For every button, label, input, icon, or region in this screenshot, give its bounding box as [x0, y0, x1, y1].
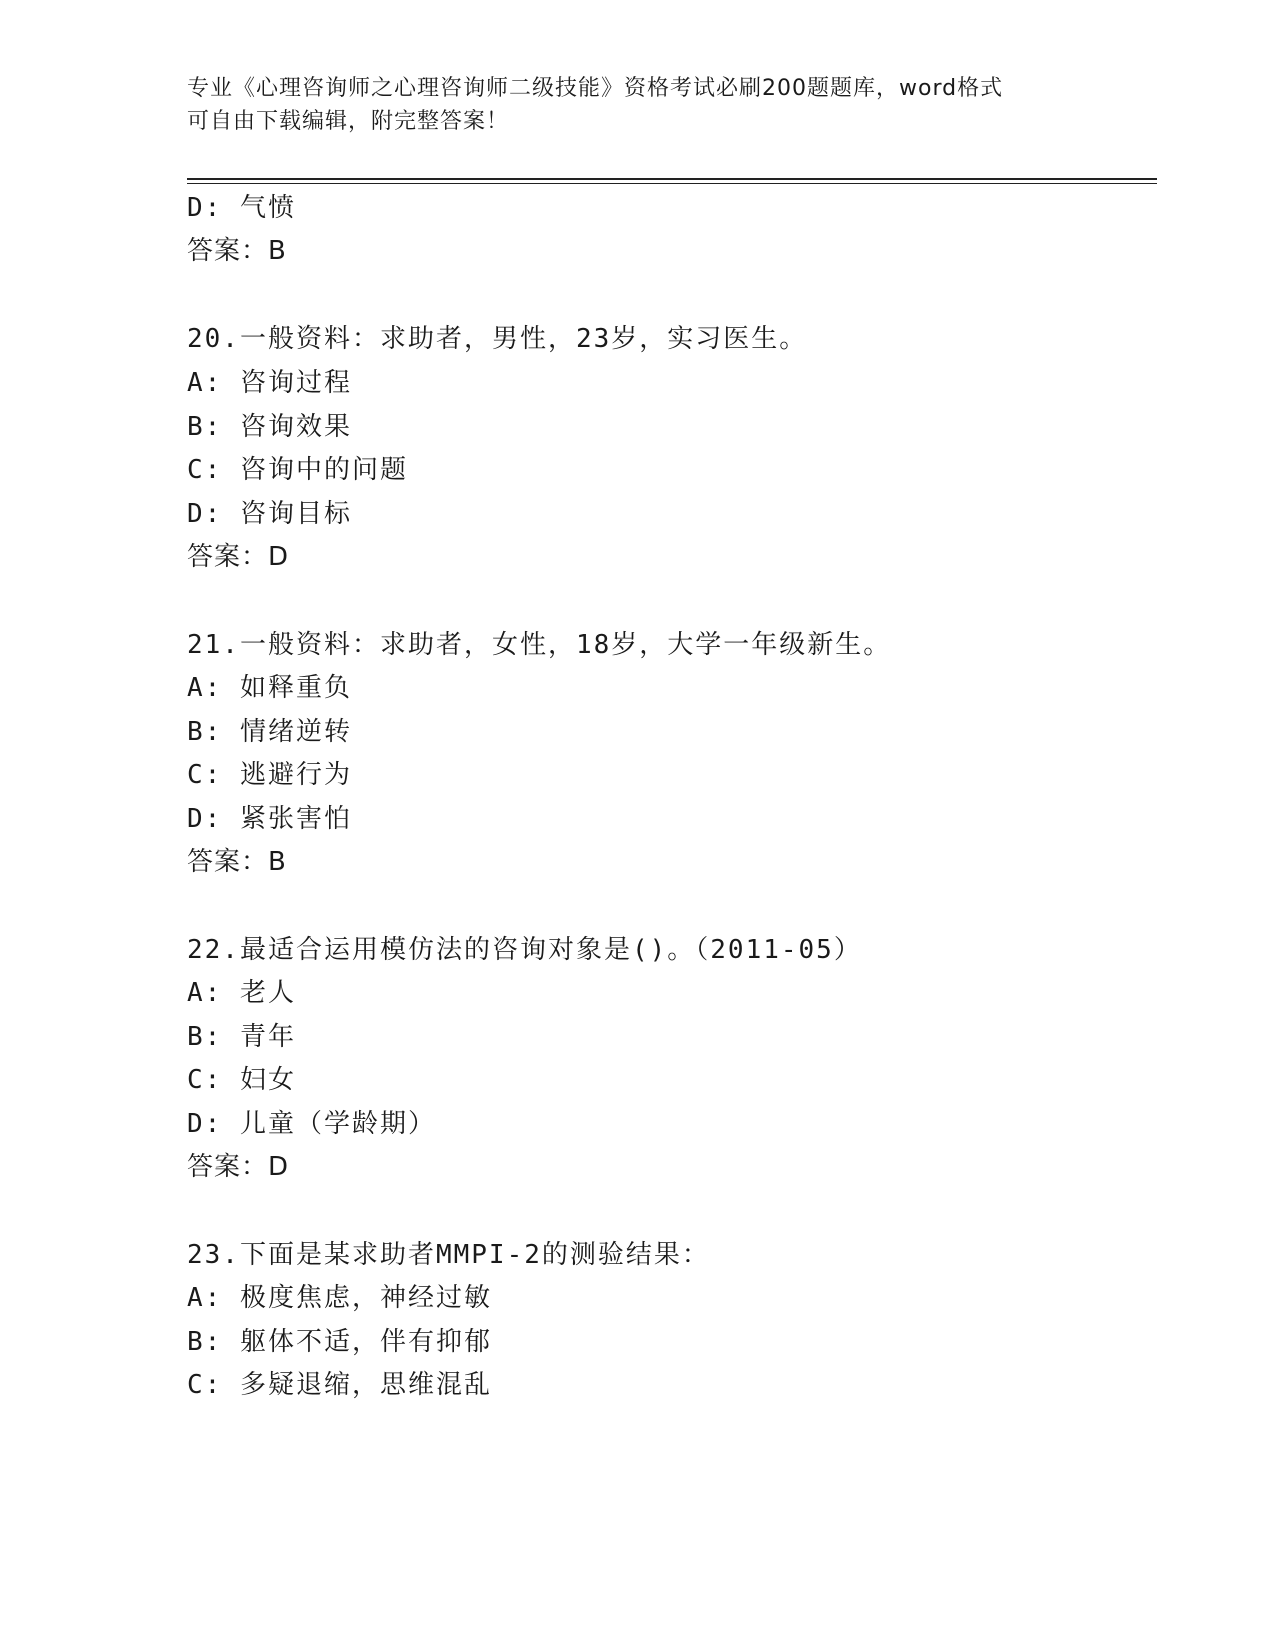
header-rule-thin	[187, 183, 1157, 184]
answer: 答案：B	[187, 847, 287, 877]
page-header	[187, 72, 1087, 138]
answer: 答案：B	[187, 236, 287, 266]
option-a: A: 如释重负	[187, 673, 352, 703]
option-b: B: 青年	[187, 1022, 296, 1052]
question-20: 20.一般资料：求助者，男性，23岁，实习医生。	[187, 324, 808, 354]
option-d: D: 气愤	[187, 193, 296, 223]
question-23: 23.下面是某求助者MMPI-2的测验结果：	[187, 1240, 710, 1270]
option-a: A: 老人	[187, 978, 296, 1008]
option-d: D: 儿童（学龄期）	[187, 1109, 436, 1139]
header-line-1: 专业《心理咨询师之心理咨询师二级技能》资格考试必刷200题题库，word格式	[187, 76, 1004, 101]
option-b: B: 咨询效果	[187, 412, 352, 442]
question-22: 22.最适合运用模仿法的咨询对象是()。（2011-05）	[187, 935, 862, 965]
answer: 答案：D	[187, 1152, 290, 1182]
option-c: C: 咨询中的问题	[187, 455, 408, 485]
option-a: A: 咨询过程	[187, 368, 352, 398]
option-d: D: 咨询目标	[187, 499, 352, 529]
option-c: C: 逃避行为	[187, 760, 352, 790]
question-21: 21.一般资料：求助者，女性，18岁，大学一年级新生。	[187, 630, 892, 660]
option-b: B: 情绪逆转	[187, 717, 352, 747]
header-rule	[187, 178, 1157, 180]
option-c: C: 多疑退缩，思维混乱	[187, 1370, 492, 1400]
header-line-2: 可自由下载编辑，附完整答案！	[187, 109, 510, 134]
option-d: D: 紧张害怕	[187, 804, 352, 834]
option-b: B: 躯体不适，伴有抑郁	[187, 1327, 492, 1357]
option-c: C: 妇女	[187, 1065, 296, 1095]
document-page	[187, 0, 1157, 1650]
option-a: A: 极度焦虑，神经过敏	[187, 1283, 492, 1313]
answer: 答案：D	[187, 542, 290, 572]
